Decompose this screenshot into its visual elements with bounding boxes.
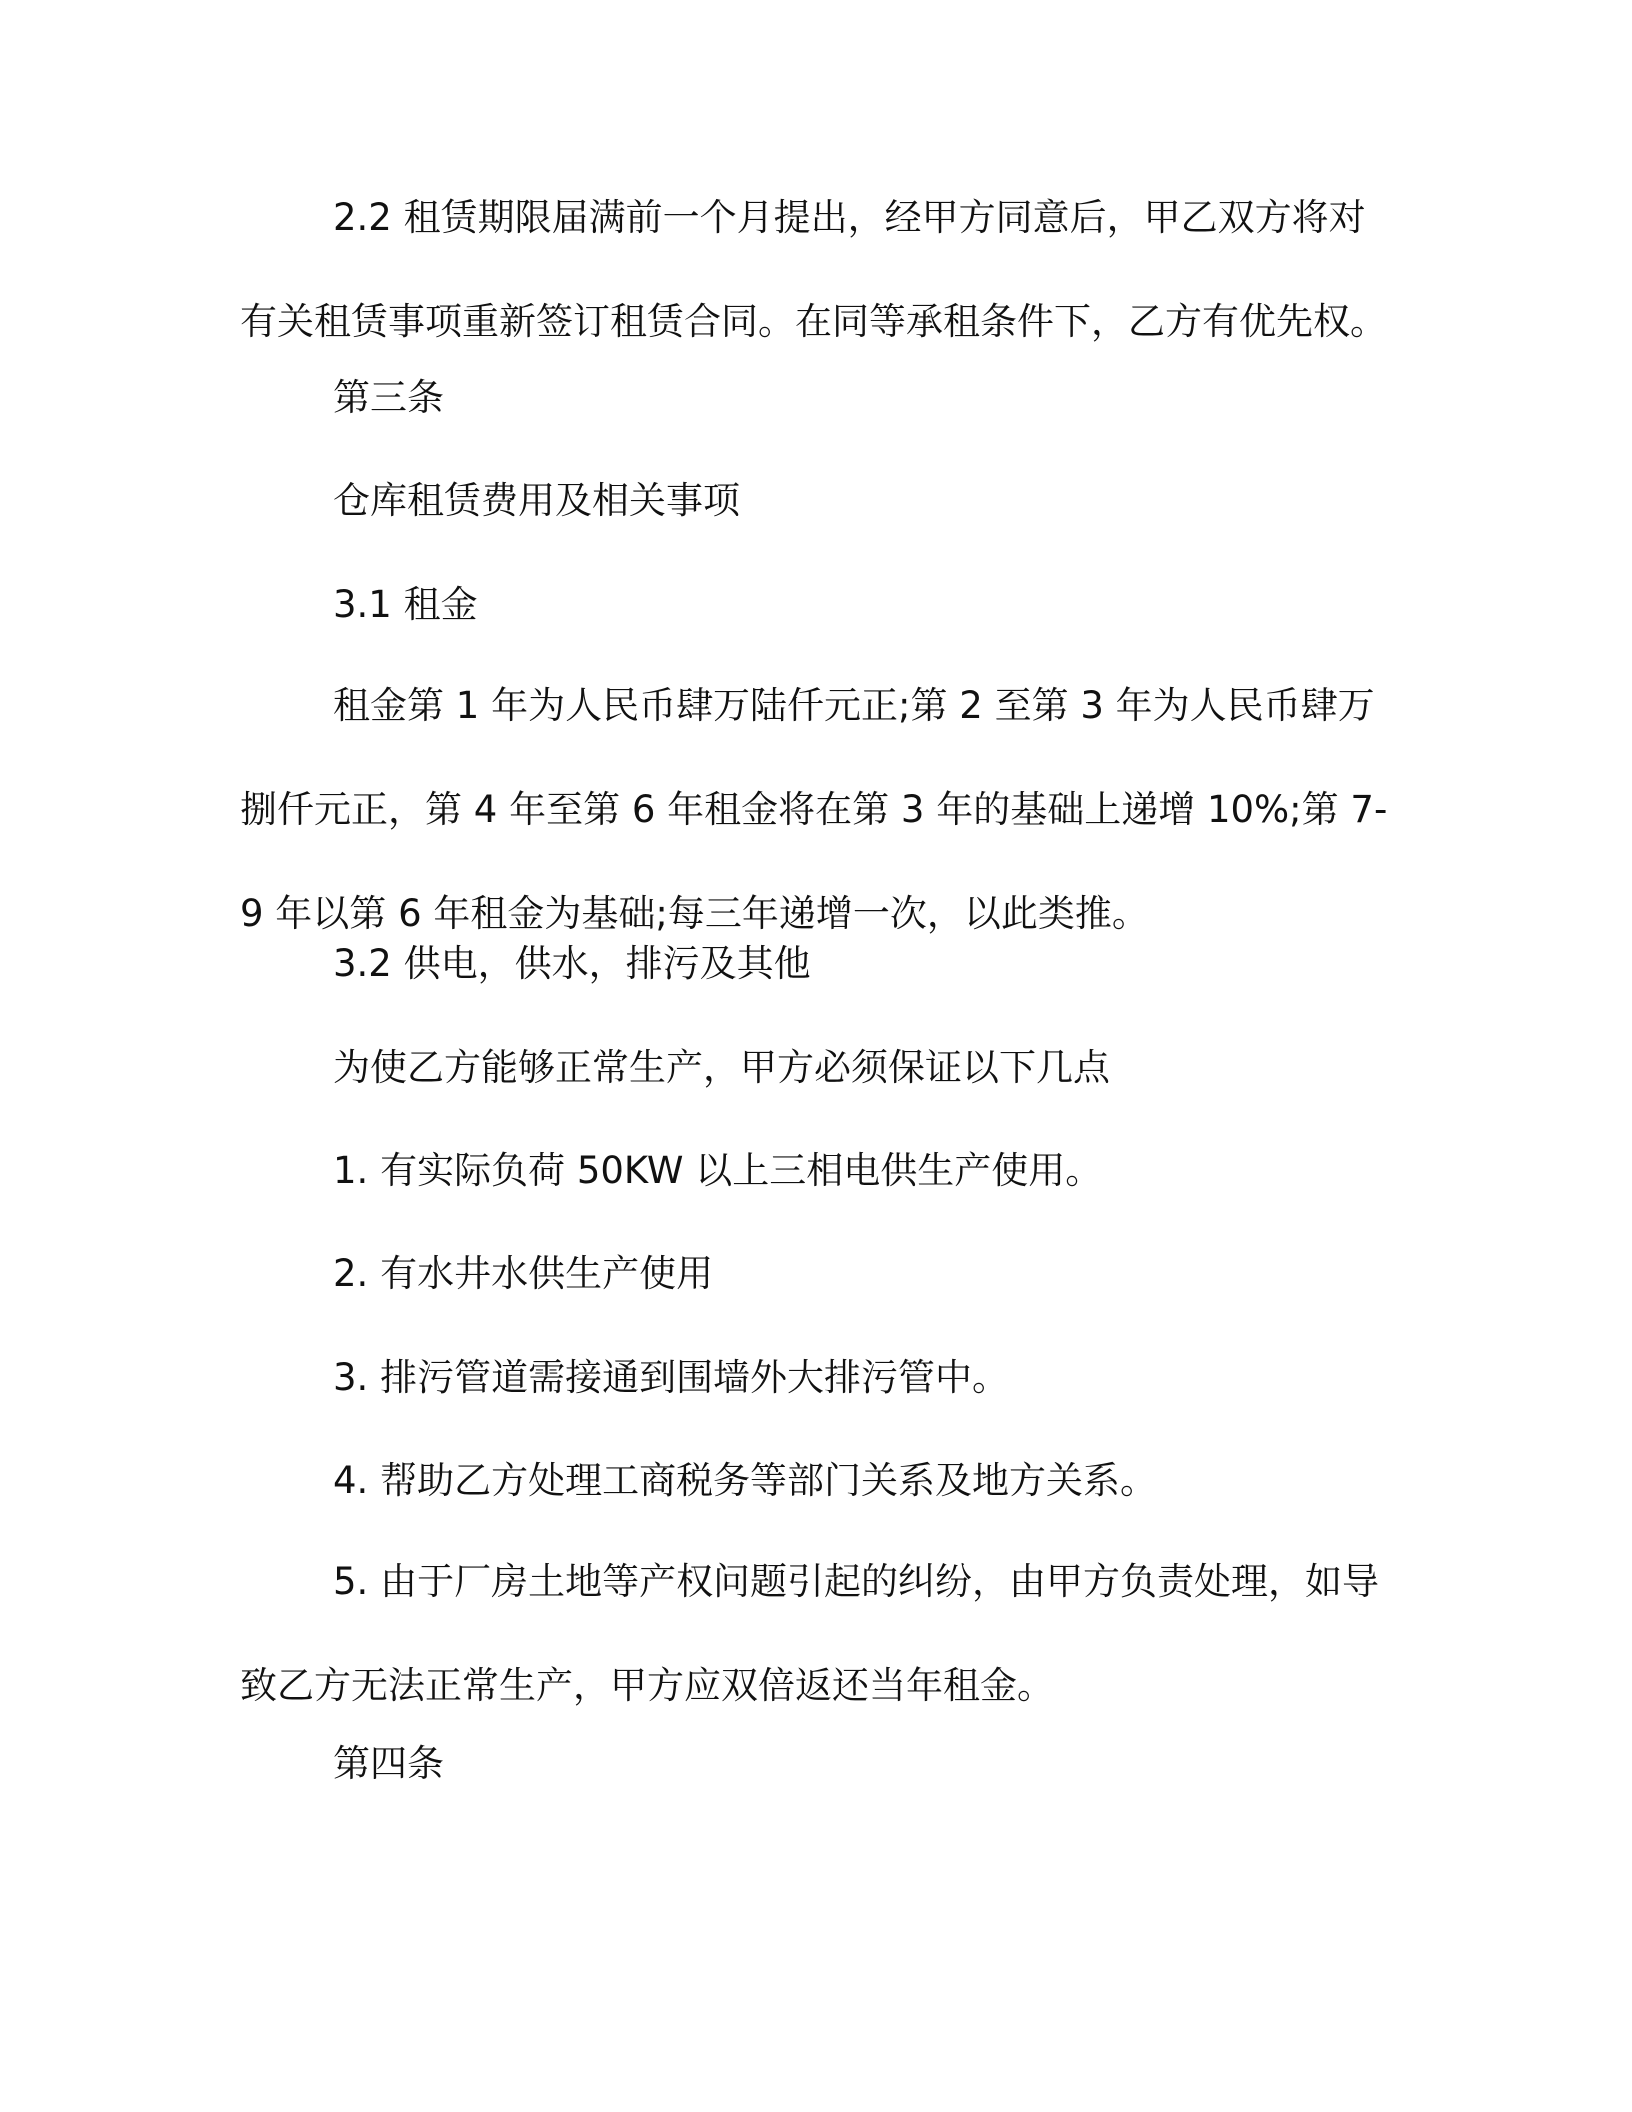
section-3-2-heading: 3.2 供电，供水，排污及其他 — [333, 942, 811, 985]
requirement-item: 2. 有水井水供生产使用 — [333, 1252, 714, 1295]
requirement-item: 3. 排污管道需接通到围墙外大排污管中。 — [333, 1356, 1010, 1399]
requirement-item: 1. 有实际负荷 50KW 以上三相电供生产使用。 — [333, 1149, 1103, 1192]
requirement-item: 4. 帮助乙方处理工商税务等部门关系及地方关系。 — [333, 1459, 1158, 1502]
article-4-heading: 第四条 — [333, 1742, 444, 1785]
article-3-title: 仓库租赁费用及相关事项 — [333, 479, 740, 522]
rent-paragraph: 租金第 1 年为人民币肆万陆仟元正;第 2 至第 3 年为人民币肆万捌仟元正，第 4 年至第 6 年租金将在第 3 年的基础上递增 10%;第 7-9 年以第 6 年租金为基础;每三年递增一次，以此类推。 — [240, 684, 1388, 935]
paragraph-2-2: 2.2 租赁期限届满前一个月提出，经甲方同意后，甲乙双方将对有关租赁事项重新签订租赁合同。在同等承租条件下，乙方有优先权。 — [240, 196, 1387, 343]
article-3-heading: 第三条 — [333, 376, 444, 419]
section-3-1-heading: 3.1 租金 — [333, 583, 478, 626]
requirements-intro: 为使乙方能够正常生产，甲方必须保证以下几点 — [333, 1046, 1110, 1089]
requirement-item: 5. 由于厂房土地等产权问题引起的纠纷，由甲方负责处理，如导致乙方无法正常生产，甲方应双倍返还当年租金。 — [240, 1560, 1380, 1707]
